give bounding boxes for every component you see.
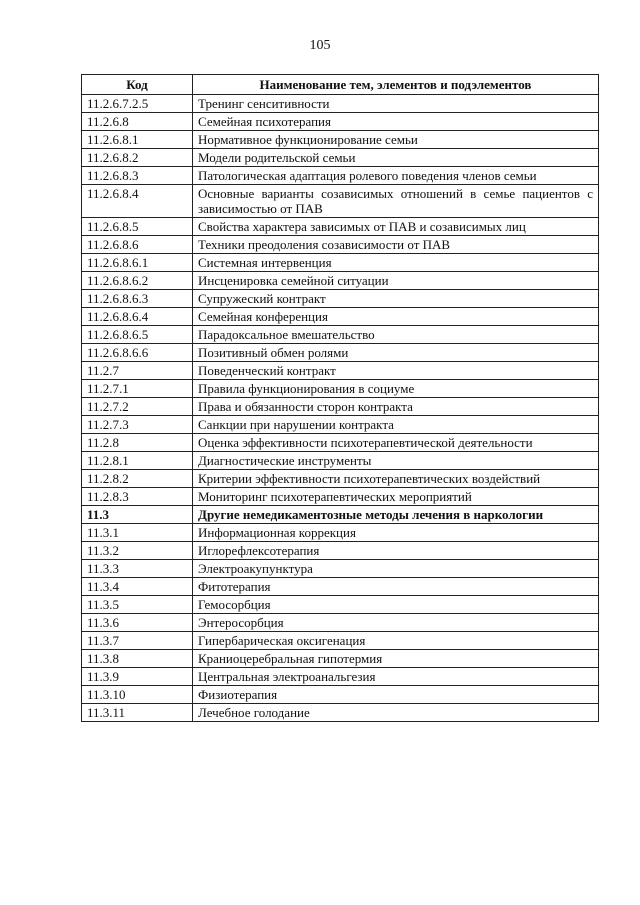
table-body (82, 95, 599, 722)
table-row (82, 362, 599, 380)
row-code: 11.2.8.3 (82, 488, 193, 506)
row-code: 11.3.5 (82, 596, 193, 614)
row-name: Физиотерапия (193, 686, 599, 704)
row-code: 11.3.7 (82, 632, 193, 650)
table-row (82, 650, 599, 668)
row-name: Мониторинг психотерапевтических мероприятий (193, 488, 599, 506)
row-code: 11.2.7 (82, 362, 193, 380)
row-name: Санкции при нарушении контракта (193, 416, 599, 434)
row-name: Правила функционирования в социуме (193, 380, 599, 398)
row-name: Фитотерапия (193, 578, 599, 596)
row-name: Инсценировка семейной ситуации (193, 272, 599, 290)
row-code: 11.2.8.2 (82, 470, 193, 488)
table-row (82, 218, 599, 236)
row-name: Информационная коррекция (193, 524, 599, 542)
table-row (82, 149, 599, 167)
row-code: 11.2.7.2 (82, 398, 193, 416)
table-row (82, 95, 599, 113)
table-row (82, 236, 599, 254)
row-name: Оценка эффективности психотерапевтической деятельности (193, 434, 599, 452)
table-row (82, 398, 599, 416)
row-name: Поведенческий контракт (193, 362, 599, 380)
row-name: Семейная конференция (193, 308, 599, 326)
row-name: Центральная электроанальгезия (193, 668, 599, 686)
table-row (82, 131, 599, 149)
row-code: 11.2.8.1 (82, 452, 193, 470)
table-row (82, 488, 599, 506)
row-code: 11.2.6.8.1 (82, 131, 193, 149)
table-row (82, 470, 599, 488)
table-row (82, 542, 599, 560)
table-row (82, 416, 599, 434)
row-name: Другие немедикаментозные методы лечения в наркологии (193, 506, 599, 524)
row-name: Иглорефлексотерапия (193, 542, 599, 560)
row-code: 11.3.1 (82, 524, 193, 542)
row-name: Гемосорбция (193, 596, 599, 614)
table-row (82, 578, 599, 596)
row-code: 11.2.6.7.2.5 (82, 95, 193, 113)
row-code: 11.3.11 (82, 704, 193, 722)
row-code: 11.2.7.3 (82, 416, 193, 434)
table-row (82, 614, 599, 632)
table-row (82, 506, 599, 524)
table-row (82, 704, 599, 722)
table-row (82, 434, 599, 452)
row-code: 11.2.8 (82, 434, 193, 452)
table-row (82, 308, 599, 326)
table-header (82, 75, 599, 95)
row-name: Гипербарическая оксигенация (193, 632, 599, 650)
table-row (82, 524, 599, 542)
row-name: Парадоксальное вмешательство (193, 326, 599, 344)
row-name: Семейная психотерапия (193, 113, 599, 131)
row-name: Лечебное голодание (193, 704, 599, 722)
row-name: Патологическая адаптация ролевого поведения членов семьи (193, 167, 599, 185)
header-name: Наименование тем, элементов и подэлементов (193, 75, 599, 95)
table-row (82, 113, 599, 131)
row-code: 11.2.6.8.2 (82, 149, 193, 167)
row-name: Модели родительской семьи (193, 149, 599, 167)
row-name: Электроакупунктура (193, 560, 599, 578)
header-row (82, 75, 599, 95)
table-row (82, 185, 599, 218)
row-name: Энтеросорбция (193, 614, 599, 632)
row-name: Основные варианты созависимых отношений в семье пациентов с зависимостью от ПАВ (193, 185, 599, 218)
row-code: 11.2.6.8.6.1 (82, 254, 193, 272)
row-code: 11.2.6.8.5 (82, 218, 193, 236)
table-row (82, 272, 599, 290)
row-name: Права и обязанности сторон контракта (193, 398, 599, 416)
row-name: Краниоцеребральная гипотермия (193, 650, 599, 668)
row-name: Системная интервенция (193, 254, 599, 272)
row-code: 11.3.2 (82, 542, 193, 560)
table-row (82, 254, 599, 272)
row-name: Нормативное функционирование семьи (193, 131, 599, 149)
row-code: 11.2.7.1 (82, 380, 193, 398)
row-code: 11.3.4 (82, 578, 193, 596)
table-row (82, 167, 599, 185)
row-name: Супружеский контракт (193, 290, 599, 308)
row-code: 11.3.3 (82, 560, 193, 578)
row-code: 11.3.9 (82, 668, 193, 686)
topics-table (81, 74, 599, 722)
table-row (82, 632, 599, 650)
row-code: 11.2.6.8 (82, 113, 193, 131)
row-code: 11.2.6.8.3 (82, 167, 193, 185)
row-code: 11.2.6.8.6 (82, 236, 193, 254)
header-code: Код (82, 75, 193, 95)
row-code: 11.2.6.8.6.4 (82, 308, 193, 326)
row-name: Диагностические инструменты (193, 452, 599, 470)
row-name: Техники преодоления созависимости от ПАВ (193, 236, 599, 254)
table-row (82, 452, 599, 470)
row-code: 11.3.8 (82, 650, 193, 668)
table-row (82, 686, 599, 704)
table-row (82, 290, 599, 308)
row-name: Свойства характера зависимых от ПАВ и созависимых лиц (193, 218, 599, 236)
row-code: 11.2.6.8.6.3 (82, 290, 193, 308)
table-row (82, 668, 599, 686)
table-row (82, 380, 599, 398)
row-code: 11.3.6 (82, 614, 193, 632)
table-row (82, 596, 599, 614)
row-code: 11.2.6.8.6.5 (82, 326, 193, 344)
row-name: Позитивный обмен ролями (193, 344, 599, 362)
row-name: Критерии эффективности психотерапевтических воздействий (193, 470, 599, 488)
row-code: 11.3.10 (82, 686, 193, 704)
row-name: Тренинг сенситивности (193, 95, 599, 113)
page-number: 105 (309, 38, 331, 53)
row-code: 11.2.6.8.4 (82, 185, 193, 218)
row-code: 11.3 (82, 506, 193, 524)
table-row (82, 560, 599, 578)
row-code: 11.2.6.8.6.2 (82, 272, 193, 290)
row-code: 11.2.6.8.6.6 (82, 344, 193, 362)
table-row (82, 344, 599, 362)
table-row (82, 326, 599, 344)
